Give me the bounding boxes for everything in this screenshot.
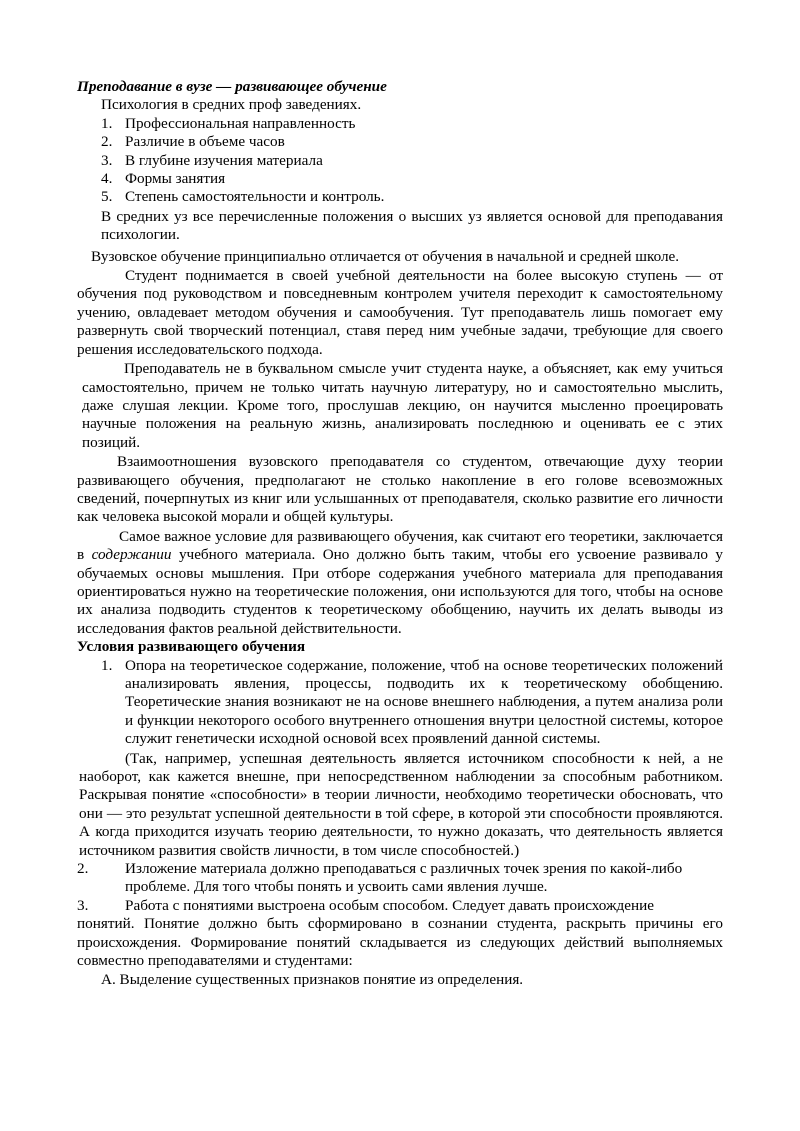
list-item-number: 5. — [101, 188, 113, 206]
paragraph: Взаимоотношения вузовского преподавателя со студентом, отвечающие духу теории развивающего обучения, предполагают не столько накопление в его голове всевозможных сведений, почерпнутых из книг или услышанных от преподавателя, сколько развитие его личности как человека высокой морали и общей культуры. — [77, 453, 723, 526]
list-item-number: 2. — [101, 133, 113, 151]
paragraph-text: Самое важное условие для развивающего обучения, как считают его теоретики, заключается в — [77, 527, 723, 564]
list-item-text: Опора на теоретическое содержание, положение, чтоб на основе теоретических положений анализировать явления, процессы, подводить их к теоретическому обобщению. Теоретические знания возникают не на основе внешнего наблюдения, а путем анализа роли и функции некоторого особого внутреннего отношения внутри целостной системы, которое служит генетически исходной основой всех проявлений данной системы. — [125, 656, 723, 748]
document-title: Преподавание в вузе — развивающее обучение — [77, 78, 387, 95]
paragraph: Преподаватель не в буквальном смысле учит студента науке, а объясняет, как ему учиться самостоятельно, причем не только читать научную литературу, но и самостоятельно мыслить, даже слушая лекции. Кроме того, прослушав лекцию, он научится мысленно проецировать научные положения на реальную жизнь, анализировать последнюю и оценивать ее с этих позиций. — [82, 360, 723, 451]
sub-item: А. Выделение существенных признаков понятие из определения. — [101, 970, 524, 988]
list-item-number: 3. — [77, 896, 89, 914]
list-item-continuation: понятий. Понятие должно быть сформировано в сознании студента, раскрыть причины его происхождения. Формирование понятий складывается из следующих действий выполняемых совместно преподавателями и студентами: — [77, 915, 723, 970]
condition-item — [77, 860, 723, 897]
section-heading: Условия развивающего обучения — [77, 638, 306, 656]
list-item-text: В глубине изучения материала — [125, 151, 323, 169]
paragraph-text: учебного материала. Оно должно быть таким, чтобы его усвоение развивало у обучаемых основы мышления. При отборе содержания учебного материала для преподавания ориентироваться нужно на теоретические положения, они используются для того, чтобы на основе их анализа подводить студентов к теоретическому обобщению, научить их делать выводы из исследования фактов реальной действительности. — [77, 546, 724, 637]
list-item-number: 4. — [101, 170, 113, 188]
list-item — [101, 115, 723, 133]
list-item-text: Формы занятия — [125, 170, 226, 188]
list-item-number: 3. — [101, 151, 113, 169]
list-item-text: Степень самостоятельности и контроль. — [125, 188, 385, 206]
condition-item — [77, 897, 723, 971]
emphasis-text: содержании — [91, 546, 172, 564]
example-paragraph: (Так, например, успешная деятельность является источником способности к ней, а не наоборот, как кажется внешне, при непосредственном наблюдении за способным работником. Раскрывая понятие «способности» в теории личности, необходимо теоретически обосновать, что они — это результат успешной деятельности в той сфере, в которой эти способности проявляются. А когда приходится изучать теорию деятельности, то нужно доказать, что деятельность является источником развития свойств личности, в том числе способностей.) — [79, 749, 723, 859]
list-item-number: 1. — [101, 114, 113, 132]
document-subtitle: Психология в средних проф заведениях. — [101, 96, 362, 114]
paragraph: Студент поднимается в своей учебной деятельности на более высокую ступень — от обучения под руководством и повседневным контролем учителя переходит к самостоятельному учению, овладевает методом обучения и самообучения. Тут преподаватель лишь помогает ему развернуть свой творческий потенциал, ставя перед ним учебные задачи, требующие для своего решения исследовательского подхода. — [77, 267, 723, 358]
list-item-number: 1. — [101, 656, 113, 674]
condition-item — [77, 657, 723, 749]
document-body — [77, 78, 723, 989]
list-item — [101, 170, 723, 188]
list-note: В средних уз все перечисленные положения о высших уз является основой для преподавания психологии. — [101, 207, 723, 244]
paragraph — [77, 528, 723, 638]
list-item-number: 2. — [77, 860, 89, 878]
list-item-text: Работа с понятиями выстроена особым способом. Следует давать происхождение — [125, 896, 654, 914]
paragraph: Вузовское обучение принципиально отличается от обучения в начальной и средней школе. — [91, 247, 680, 265]
list-item — [101, 133, 723, 151]
list-item-text: Профессиональная направленность — [125, 114, 356, 132]
list-item — [101, 152, 723, 170]
differences-list — [77, 115, 723, 245]
list-item — [101, 188, 723, 206]
list-item-text: Изложение материала должно преподаваться с различных точек зрения по какой-либо проблеме. Для того чтобы понять и усвоить сами явления лучше. — [125, 860, 683, 896]
list-item-text: Различие в объеме часов — [125, 133, 285, 151]
